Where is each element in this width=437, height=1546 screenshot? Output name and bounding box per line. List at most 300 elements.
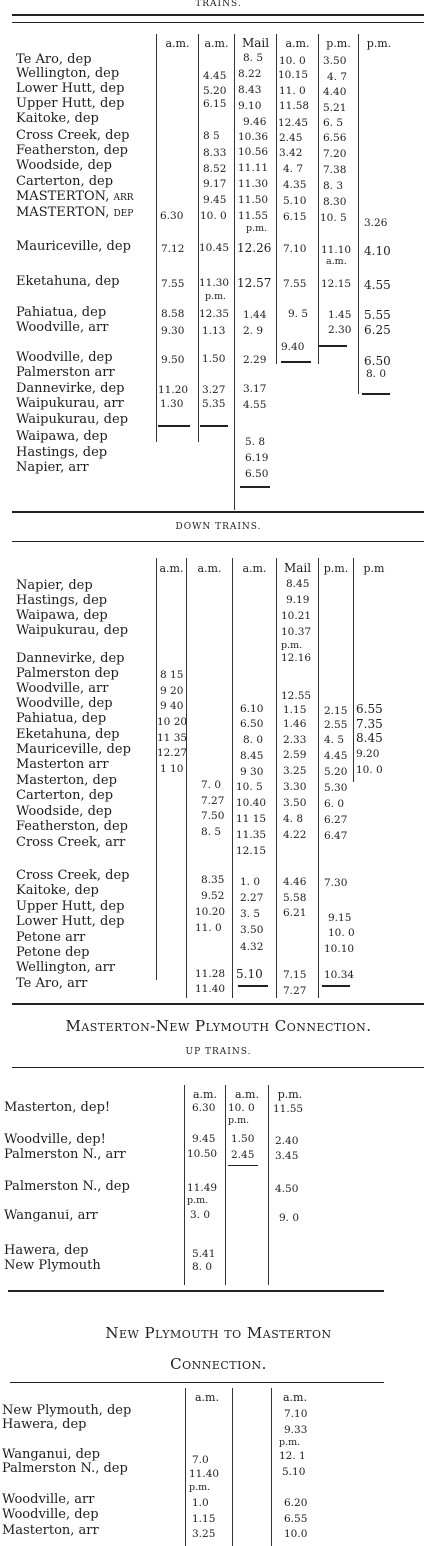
dash-mark [200, 425, 228, 427]
time-cell: 10.45 [199, 242, 230, 254]
time-cell: 3.45 [275, 1150, 299, 1162]
up-trains-section [0, 0, 437, 510]
time-cell: 9.45 [203, 194, 227, 206]
time-cell: 11.28 [195, 968, 226, 980]
column-divider [156, 34, 157, 442]
time-cell: 7.38 [323, 164, 347, 176]
time-cell: 4. 7 [283, 163, 304, 175]
time-cell: 1.0 [192, 1497, 209, 1509]
station-name: Cross Creek, dep [16, 128, 130, 143]
time-cell: 10.21 [281, 610, 312, 622]
time-cell: 6.10 [240, 703, 264, 715]
time-cell: 8. 5 [243, 52, 264, 64]
time-cell: 8. 0 [366, 368, 387, 380]
time-cell: 10.20 [195, 906, 226, 918]
time-cell: 11. 0 [195, 922, 222, 934]
station-name: Masterton, arr [2, 1523, 99, 1538]
time-cell: 9.46 [243, 116, 267, 128]
station-name: Waipukurau, dep [16, 412, 129, 427]
station-name: MASTERTON, dep [16, 205, 134, 220]
time-cell: 6.55 [356, 702, 383, 716]
time-cell: 7.10 [284, 1408, 308, 1420]
column-header: a.m. [195, 1391, 219, 1404]
time-cell: 7.27 [283, 985, 307, 997]
time-cell: 4. 5 [324, 734, 345, 746]
time-cell: 11.35 [236, 829, 267, 841]
column-header: Mail [283, 561, 312, 575]
time-cell: 9.30 [161, 325, 185, 337]
time-cell: 5.21 [323, 102, 347, 114]
column-header: a.m. [193, 1088, 217, 1101]
rule [12, 1067, 424, 1068]
dash-mark [281, 361, 311, 363]
time-cell: 2.55 [324, 719, 348, 731]
time-cell: 11.40 [195, 983, 226, 995]
station-name: Cross Creek, dep [16, 868, 130, 883]
time-cell: 4.10 [364, 244, 391, 258]
station-name: Wanganui, arr [4, 1208, 98, 1223]
time-cell: 7.0 [192, 1454, 209, 1466]
time-cell: 2.40 [275, 1135, 299, 1147]
column-header: a.m. [242, 562, 267, 575]
time-cell: 1.46 [283, 718, 307, 730]
rule [10, 1382, 384, 1383]
column-header: Mail [241, 36, 270, 50]
time-cell: 5.10 [283, 195, 307, 207]
time-cell: 4.40 [323, 86, 347, 98]
time-cell: 7.35 [356, 717, 383, 731]
rule [228, 1165, 258, 1166]
station-name: Masterton arr [16, 757, 109, 772]
time-cell: 10.10 [324, 943, 355, 955]
station-name: Upper Hutt, dep [16, 899, 125, 914]
time-cell: 8.35 [201, 874, 225, 886]
station-name: Woodville, arr [16, 681, 109, 696]
time-cell: 4.50 [275, 1183, 299, 1195]
station-name: Dannevirke, dep [16, 651, 125, 666]
time-cell: 9.40 [281, 341, 305, 353]
time-cell: 10. 5 [320, 212, 347, 224]
time-cell: 4.22 [283, 829, 307, 841]
column-header: a.m. [283, 1391, 307, 1404]
column-header: a.m. [159, 562, 184, 575]
connection-title: New Plymouth to Masterton [105, 1324, 332, 1342]
column-divider [186, 980, 187, 998]
time-cell: 2.45 [279, 132, 303, 144]
time-cell: 1.15 [283, 704, 307, 716]
station-name: Woodside, dep [16, 158, 112, 173]
time-cell: 11.55 [238, 210, 269, 222]
column-divider [318, 558, 319, 752]
time-cell: 4.55 [364, 278, 391, 292]
dash-mark [158, 425, 190, 427]
station-name: Waipukurau, dep [16, 623, 129, 638]
time-cell: 10.15 [278, 69, 309, 81]
time-cell: 3.27 [202, 384, 226, 396]
time-cell: 3.50 [323, 55, 347, 67]
rule [12, 14, 424, 16]
time-cell: 2.59 [283, 749, 307, 761]
time-cell: 12.27 [157, 747, 188, 759]
time-cell: 10.37 [281, 626, 312, 638]
time-cell: 2.29 [243, 354, 267, 366]
column-divider [276, 980, 277, 998]
station-name: Woodville, arr [2, 1492, 95, 1507]
time-cell: 10.40 [236, 797, 267, 809]
station-name: Waipukurau, arr [16, 396, 124, 411]
time-cell: 8.22 [238, 68, 262, 80]
time-cell: 11.49 [187, 1182, 218, 1194]
time-cell: 9 20 [160, 685, 184, 697]
column-header: p.m. [326, 37, 351, 50]
time-cell: 9.33 [284, 1424, 308, 1436]
time-cell: 8. 3 [323, 180, 344, 192]
station-name: Carterton, dep [16, 788, 114, 803]
time-cell: 10. 0 [356, 764, 383, 776]
station-name: Palmerston dep [16, 666, 119, 681]
time-cell: 7.15 [283, 969, 307, 981]
note-pm: p.m. [279, 1437, 301, 1448]
time-cell: 5.10 [282, 1466, 306, 1478]
station-name: New Plymouth, dep [2, 1403, 132, 1418]
station-name: Masterton, dep! [4, 1100, 111, 1115]
time-cell: 2.45 [231, 1149, 255, 1161]
column-header: p.m [363, 562, 385, 575]
time-cell: 6.30 [160, 210, 184, 222]
time-cell: 2.15 [324, 705, 348, 717]
column-divider [276, 752, 277, 980]
column-divider [156, 752, 157, 980]
time-cell: 9. 5 [288, 308, 309, 320]
time-cell: 6.50 [364, 354, 391, 368]
time-cell: 4.55 [243, 399, 267, 411]
column-divider [234, 34, 235, 510]
station-name: Pahiatua, dep [16, 305, 107, 320]
station-name: Wellington, dep [16, 66, 120, 81]
station-name: Hawera, dep [2, 1417, 87, 1432]
time-cell: 12.15 [236, 845, 267, 857]
station-name: Masterton, dep [16, 773, 117, 788]
station-name: Hawera, dep [4, 1243, 89, 1258]
time-cell: 7.55 [161, 278, 185, 290]
station-name: Dannevirke, dep [16, 381, 125, 396]
time-cell: 11 15 [236, 813, 267, 825]
time-cell: 4. 8 [283, 813, 304, 825]
column-divider [353, 752, 354, 782]
station-name: Woodville, dep [16, 350, 113, 365]
time-cell: 11.30 [238, 178, 269, 190]
time-cell: 2.27 [240, 892, 264, 904]
station-name: Palmerston N., arr [4, 1147, 126, 1162]
time-cell: 4.46 [283, 876, 307, 888]
note-pm: p.m. [187, 1195, 209, 1206]
time-cell: 8 15 [160, 669, 184, 681]
time-cell: 12.15 [321, 278, 352, 290]
time-cell: 5.41 [192, 1248, 216, 1260]
time-cell: 5. 8 [245, 436, 266, 448]
dash-mark [362, 393, 390, 395]
time-cell: 6.50 [240, 718, 264, 730]
time-cell: 8.43 [238, 84, 262, 96]
time-cell: 5.55 [364, 308, 391, 322]
time-cell: 1.50 [231, 1133, 255, 1145]
station-name: Te Aro, arr [16, 976, 88, 991]
time-cell: 3.50 [283, 797, 307, 809]
time-cell: 8. 0 [192, 1261, 213, 1273]
time-cell: 9. 0 [279, 1212, 300, 1224]
time-cell: 5.35 [202, 398, 226, 410]
time-cell: 6. 0 [324, 798, 345, 810]
column-header: p.m. [277, 1088, 303, 1101]
time-cell: 9.45 [192, 1133, 216, 1145]
station-name: Carterton, dep [16, 174, 114, 189]
time-cell: 3.50 [240, 924, 264, 936]
rule [12, 1003, 424, 1005]
column-header: a.m. [235, 1088, 259, 1101]
column-header: a.m. [197, 562, 222, 575]
station-name: Kaitoke, dep [16, 883, 99, 898]
time-cell: 3. 5 [240, 908, 261, 920]
column-divider [358, 34, 359, 394]
rule [12, 22, 424, 23]
time-cell: 2.33 [283, 734, 307, 746]
time-cell: 7.27 [201, 795, 225, 807]
time-cell: 5.10 [236, 967, 263, 981]
time-cell: 8.45 [356, 731, 383, 745]
column-divider [198, 34, 199, 442]
column-header: p.m. [366, 37, 392, 50]
station-name: Featherston, dep [16, 819, 128, 834]
station-name: Featherston, dep [16, 143, 128, 158]
time-cell: 10 20 [157, 716, 188, 728]
station-name: Palmerston N., dep [2, 1461, 128, 1476]
time-cell: 12.45 [278, 117, 309, 129]
time-cell: 10. 0 [228, 1102, 255, 1114]
station-name: Kaitoke, dep [16, 111, 99, 126]
time-cell: 10. 5 [236, 781, 263, 793]
column-divider [318, 752, 319, 980]
time-cell: 4.35 [283, 179, 307, 191]
time-cell: 3.30 [283, 781, 307, 793]
time-cell: 6.47 [324, 830, 348, 842]
column-divider [232, 980, 233, 998]
column-divider [186, 752, 187, 980]
time-cell: 1. 0 [240, 876, 261, 888]
station-name: Wanganui, dep [2, 1447, 100, 1462]
station-name: Hastings, dep [16, 445, 108, 460]
station-name: Napier, dep [16, 578, 93, 593]
time-cell: 11.20 [158, 384, 189, 396]
time-cell: 9.50 [161, 354, 185, 366]
station-name: Eketahuna, dep [16, 727, 120, 742]
station-name: Upper Hutt, dep [16, 96, 125, 111]
time-cell: 11.10 [321, 244, 352, 256]
station-name: Mauriceville, dep [16, 742, 131, 757]
time-cell: 9.20 [356, 748, 380, 760]
station-name: Woodville, arr [16, 320, 109, 335]
column-divider [232, 752, 233, 980]
time-cell: 4.45 [203, 70, 227, 82]
station-name: Palmerston N., dep [4, 1179, 130, 1194]
time-cell: 12.26 [237, 241, 272, 255]
time-cell: 9.10 [238, 100, 262, 112]
time-cell: 5.20 [203, 85, 227, 97]
time-cell: 11.58 [279, 100, 310, 112]
station-name: Eketahuna, dep [16, 274, 120, 289]
time-cell: 11.40 [189, 1468, 220, 1480]
time-cell: 7.55 [283, 278, 307, 290]
time-cell: 11.50 [238, 194, 269, 206]
station-name: Woodville, dep! [4, 1132, 106, 1147]
time-cell: 6.21 [283, 907, 307, 919]
time-cell: 4.32 [240, 941, 264, 953]
time-cell: 12.55 [281, 690, 312, 702]
column-divider [276, 558, 277, 752]
time-cell: 10.56 [238, 146, 269, 158]
station-name: Petone dep [16, 945, 90, 960]
time-cell: 8. 5 [201, 826, 222, 838]
time-cell: 1 10 [160, 763, 184, 775]
time-cell: 8.33 [203, 147, 227, 159]
time-cell: 6.50 [245, 468, 269, 480]
time-cell: 12.35 [199, 308, 230, 320]
time-cell: 9 40 [160, 700, 184, 712]
time-cell: 9 30 [240, 766, 264, 778]
time-cell: 5.20 [324, 766, 348, 778]
time-cell: 5.58 [283, 892, 307, 904]
down-trains-caption: DOWN TRAINS. [175, 522, 262, 532]
time-cell: 7.10 [283, 243, 307, 255]
time-cell: 1.50 [202, 353, 226, 365]
station-name: Hastings, dep [16, 593, 108, 608]
station-name: Woodville, dep [16, 696, 113, 711]
time-cell: 12.57 [237, 276, 272, 290]
time-cell: 11 35 [157, 732, 188, 744]
column-divider [271, 1388, 272, 1546]
time-cell: 3.25 [283, 765, 307, 777]
time-cell: 8.58 [161, 308, 185, 320]
station-name: Lower Hutt, dep [16, 914, 125, 929]
column-divider [318, 980, 319, 998]
station-name: MASTERTON, arr [16, 189, 134, 204]
time-cell: 7. 0 [201, 779, 222, 791]
time-cell: 8.52 [203, 163, 227, 175]
up-trains-caption: UP TRAINS. [185, 1047, 252, 1057]
time-cell: 6.19 [245, 452, 269, 464]
time-cell: 3.26 [364, 217, 388, 229]
station-name: Palmerston arr [16, 365, 115, 380]
time-cell: 3.25 [192, 1528, 216, 1540]
time-cell: 6.20 [284, 1497, 308, 1509]
time-cell: 8 5 [203, 130, 220, 142]
time-cell: 8.30 [323, 196, 347, 208]
time-cell: 10.50 [187, 1148, 218, 1160]
time-cell: 11. 0 [279, 85, 306, 97]
column-divider [225, 1085, 226, 1285]
column-header: a.m. [285, 37, 310, 50]
time-cell: 10. 0 [328, 927, 355, 939]
note-pm: p.m. [281, 640, 303, 651]
time-cell: 7.20 [323, 148, 347, 160]
time-cell: 9.17 [203, 178, 227, 190]
connection-title: Connection. [170, 1355, 267, 1373]
station-name: New Plymouth [4, 1258, 101, 1273]
time-cell: 6.15 [203, 98, 227, 110]
time-cell: 8.45 [240, 750, 264, 762]
time-cell: 3.17 [243, 383, 267, 395]
time-cell: 6.56 [323, 132, 347, 144]
time-cell: 10. 0 [279, 55, 306, 67]
column-divider [232, 558, 233, 752]
time-cell: 10.34 [324, 969, 355, 981]
station-name: Wellington, arr [16, 960, 116, 975]
station-name: Napier, arr [16, 460, 89, 475]
time-cell: 9.52 [201, 890, 225, 902]
time-cell: 6.27 [324, 814, 348, 826]
dash-mark [240, 486, 270, 488]
time-cell: 6.30 [192, 1102, 216, 1114]
column-header: a.m. [204, 37, 229, 50]
time-cell: 11.11 [238, 162, 269, 174]
connection-title: Masterton-New Plymouth Connection. [65, 1017, 372, 1035]
station-name: Lower Hutt, dep [16, 81, 125, 96]
time-cell: 11.30 [199, 277, 230, 289]
time-cell: 9.15 [328, 912, 352, 924]
dash-mark [319, 345, 347, 347]
column-divider [353, 558, 354, 752]
time-cell: 1.45 [328, 309, 352, 321]
station-name: Woodside, dep [16, 804, 112, 819]
note-pm: p.m. [228, 1115, 250, 1126]
column-divider [268, 1085, 269, 1285]
column-divider [232, 1388, 233, 1546]
time-cell: 10.0 [284, 1528, 308, 1540]
time-cell: 1.30 [160, 398, 184, 410]
column-header: p.m. [323, 562, 349, 575]
dash-mark [322, 985, 350, 987]
time-cell: 1.15 [192, 1513, 216, 1525]
column-header: a.m. [165, 37, 190, 50]
time-cell: 6.55 [284, 1513, 308, 1525]
station-name: Pahiatua, dep [16, 711, 107, 726]
station-name: Mauriceville, dep [16, 239, 131, 254]
time-cell: 8. 0 [243, 734, 264, 746]
time-cell: 11.55 [273, 1103, 304, 1115]
station-name: Cross Creek, arr [16, 835, 126, 850]
time-cell: 2. 9 [243, 325, 264, 337]
time-cell: 1.44 [243, 309, 267, 321]
time-cell: 6.15 [283, 211, 307, 223]
time-cell: 12.16 [281, 652, 312, 664]
dash-mark [238, 985, 268, 987]
station-name: Petone arr [16, 930, 86, 945]
time-cell: 6.25 [364, 323, 391, 337]
time-cell: 6. 5 [323, 117, 344, 129]
column-divider [184, 1085, 185, 1285]
time-cell: 1.13 [202, 325, 226, 337]
time-cell: 5.30 [324, 782, 348, 794]
up-trains-caption: TRAINS. [195, 0, 242, 9]
rule [8, 1290, 384, 1292]
column-divider [276, 34, 277, 364]
note-am: a.m. [326, 256, 347, 267]
time-cell: 3.42 [279, 147, 303, 159]
time-cell: 4.45 [324, 750, 348, 762]
note-pm: p.m. [205, 291, 227, 302]
time-cell: 10. 0 [200, 210, 227, 222]
time-cell: 4. 7 [327, 71, 348, 83]
time-cell: 3. 0 [190, 1209, 211, 1221]
